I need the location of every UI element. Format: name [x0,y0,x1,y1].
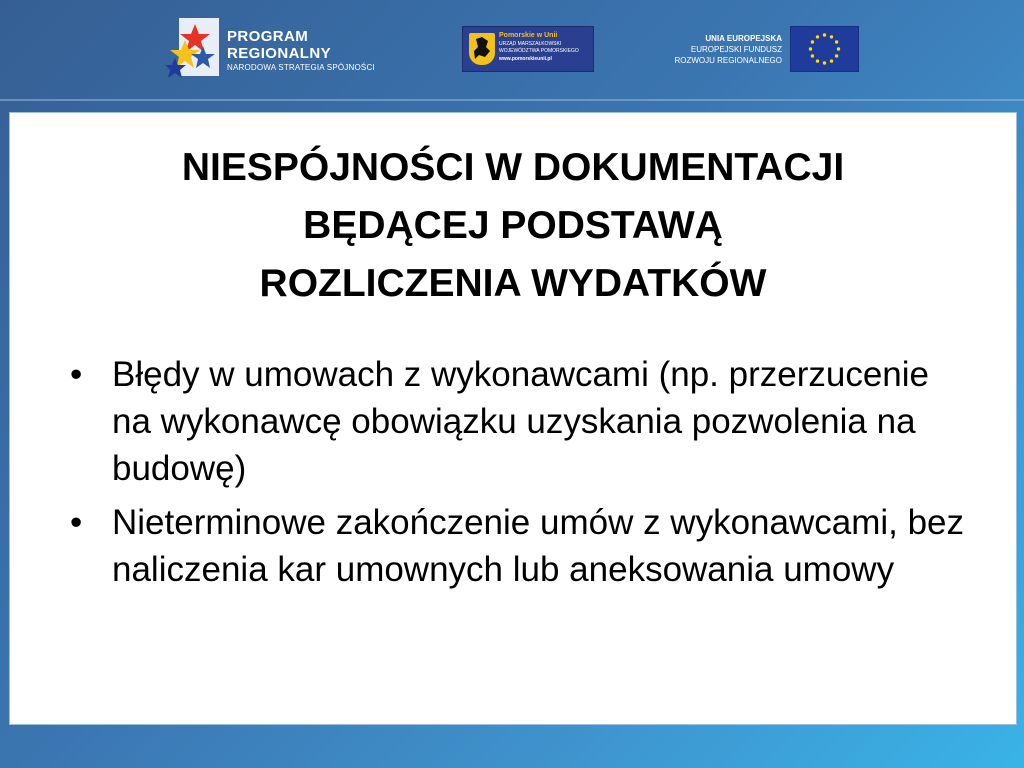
slide-title-line2: BĘDĄCEJ PODSTAWĄ [303,204,723,247]
pomorskie-url: www.pomorskieunii.pl [499,56,552,62]
pomorskie-logo [462,26,594,72]
header-bar [0,0,1024,100]
pomorskie-line1: URZĄD MARSZAŁKOWSKI [499,41,562,47]
header-divider [0,99,1024,101]
eu-flag-icon [790,26,859,72]
slide-title-line1: NIESPÓJNOŚCI W DOKUMENTACJI [181,146,845,189]
griffin-crest-icon [469,33,495,65]
eu-logo-text [640,33,782,66]
bullet-dot-icon: • [70,355,83,394]
bullet-dot-icon: • [70,503,83,542]
program-logo-line3: NARODOWA STRATEGIA SPÓJNOŚCI [227,63,375,72]
slide-title-line3: ROZLICZENIA WYDATKÓW [259,262,767,305]
eu-logo-line1: UNIA EUROPEJSKA [705,34,782,43]
program-regionalny-logo [165,18,405,82]
pomorskie-line2: WOJEWÓDZTWA POMORSKIEGO [499,48,579,54]
bullet-item [70,351,970,492]
bullet-item [70,499,970,593]
bullet-list [70,351,970,600]
slide-title [10,139,1016,313]
eu-logo-line3: ROZWOJU REGIONALNEGO [674,56,782,65]
program-logo-line1: PROGRAM [227,28,309,45]
pomorskie-title: Pomorskie w Unii [499,32,558,39]
eu-logo-line2: EUROPEJSKI FUNDUSZ [690,45,782,54]
program-logo-line2: REGIONALNY [227,45,332,62]
bullet-text: Nieterminowe zakończenie umów z wykonawcami, bez naliczenia kar umownych lub aneksowania umowy [112,503,965,589]
program-regionalny-star-icon [165,18,221,82]
content-panel [9,112,1017,725]
bullet-text: Błędy w umowach z wykonawcami (np. przerzucenie na wykonawcę obowiązku uzyskania pozwolenia na budowę) [112,355,929,488]
